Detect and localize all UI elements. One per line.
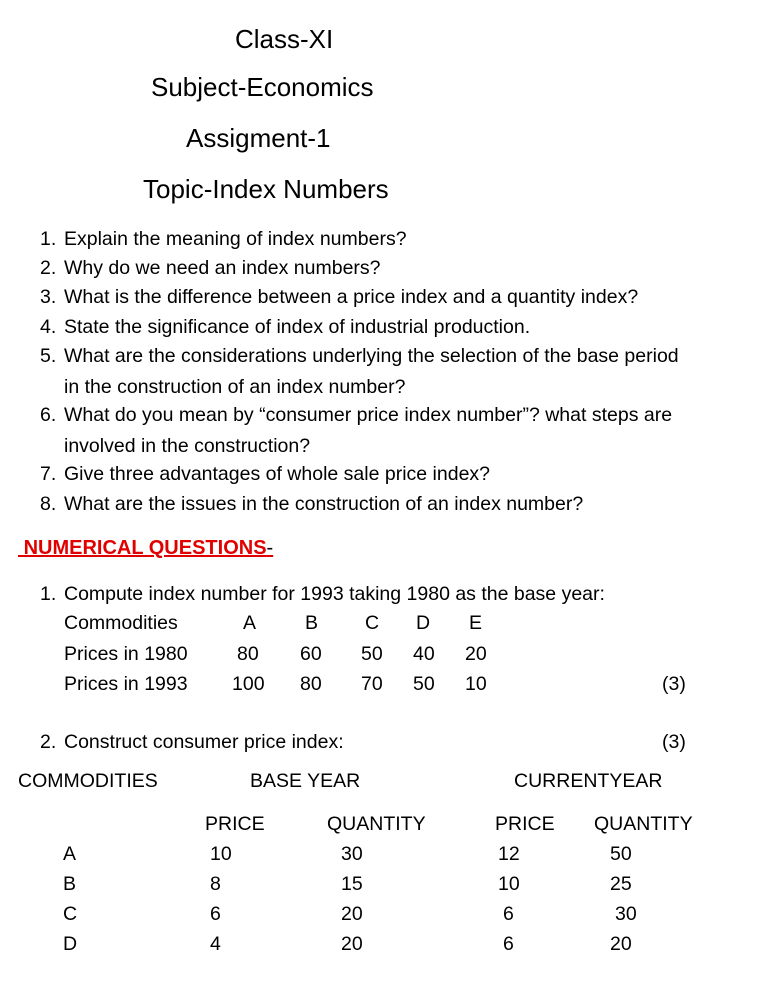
table-cell: 10 [210, 843, 232, 865]
marks-label: (3) [662, 731, 686, 753]
question-text-continued: in the construction of an index number? [64, 376, 406, 398]
heading-dash: - [266, 537, 274, 559]
table-row-label: Prices in 1980 [64, 643, 188, 665]
table-cell: 12 [498, 843, 520, 865]
table-cell: 20 [341, 903, 363, 925]
table-cell: 80 [237, 643, 259, 665]
question-text: What are the issues in the construction of an index number? [64, 493, 584, 515]
table-cell: 4 [210, 933, 221, 955]
table-cell: 70 [361, 673, 383, 695]
numerical-heading [18, 537, 273, 560]
sub-header: QUANTITY [594, 813, 693, 835]
table-cell: C [365, 612, 380, 634]
table-cell: 50 [610, 843, 632, 865]
sub-header: PRICE [205, 813, 265, 835]
table-cell: 10 [465, 673, 487, 695]
table-cell: B [305, 612, 319, 634]
question-text: Explain the meaning of index numbers? [64, 228, 407, 250]
question-number: 8. [40, 493, 57, 515]
question-number: 1. [40, 228, 57, 250]
question-text: Give three advantages of whole sale price index? [64, 463, 491, 485]
table-cell: E [469, 612, 483, 634]
question-number: 4. [40, 316, 57, 338]
table-cell: 30 [615, 903, 637, 925]
table-cell: 40 [413, 643, 435, 665]
table-cell: 6 [503, 933, 514, 955]
table-cell: D [63, 933, 78, 955]
column-header: COMMODITIES [18, 770, 158, 792]
table-cell: C [63, 903, 78, 925]
class-title: Class-XI [235, 24, 334, 54]
question-text: What is the difference between a price index and a quantity index? [64, 286, 639, 308]
table-cell: 100 [232, 673, 265, 695]
table-cell: B [63, 873, 77, 895]
sub-header: QUANTITY [327, 813, 426, 835]
question-text: Compute index number for 1993 taking 1980 as the base year: [64, 583, 605, 605]
question-number: 2. [40, 257, 57, 279]
table-cell: 60 [300, 643, 322, 665]
question-number: 1. [40, 583, 57, 605]
table-cell: 10 [498, 873, 520, 895]
table-cell: 20 [341, 933, 363, 955]
table-cell: 8 [210, 873, 221, 895]
question-number: 7. [40, 463, 57, 485]
question-number: 5. [40, 345, 57, 367]
marks-label: (3) [662, 673, 686, 695]
table-row-label: Commodities [64, 612, 178, 634]
subject-title: Subject-Economics [151, 72, 374, 102]
question-text: State the significance of index of industrial production. [64, 316, 531, 338]
question-text: Why do we need an index numbers? [64, 257, 381, 279]
topic-title: Topic-Index Numbers [143, 174, 389, 204]
table-row-label: Prices in 1993 [64, 673, 188, 695]
table-cell: 6 [210, 903, 221, 925]
table-cell: 30 [341, 843, 363, 865]
column-header: BASE YEAR [250, 770, 361, 792]
question-number: 2. [40, 731, 57, 753]
table-cell: 15 [341, 873, 363, 895]
table-cell: 80 [300, 673, 322, 695]
table-cell: 25 [610, 873, 632, 895]
table-cell: D [416, 612, 431, 634]
question-text-continued: involved in the construction? [64, 435, 311, 457]
assignment-title: Assigment-1 [186, 123, 331, 153]
column-header: CURRENTYEAR [514, 770, 663, 792]
table-cell: 20 [610, 933, 632, 955]
question-text: Construct consumer price index: [64, 731, 344, 753]
question-text: What do you mean by “consumer price index number”? what steps are [64, 404, 673, 426]
question-number: 6. [40, 404, 57, 426]
table-cell: 6 [503, 903, 514, 925]
numerical-heading-text: NUMERICAL QUESTIONS [23, 537, 267, 559]
table-cell: 20 [465, 643, 487, 665]
question-text: What are the considerations underlying the selection of the base period [64, 345, 679, 367]
table-cell: 50 [413, 673, 435, 695]
table-cell: A [243, 612, 257, 634]
question-number: 3. [40, 286, 57, 308]
table-cell: 50 [361, 643, 383, 665]
table-cell: A [63, 843, 77, 865]
sub-header: PRICE [495, 813, 555, 835]
